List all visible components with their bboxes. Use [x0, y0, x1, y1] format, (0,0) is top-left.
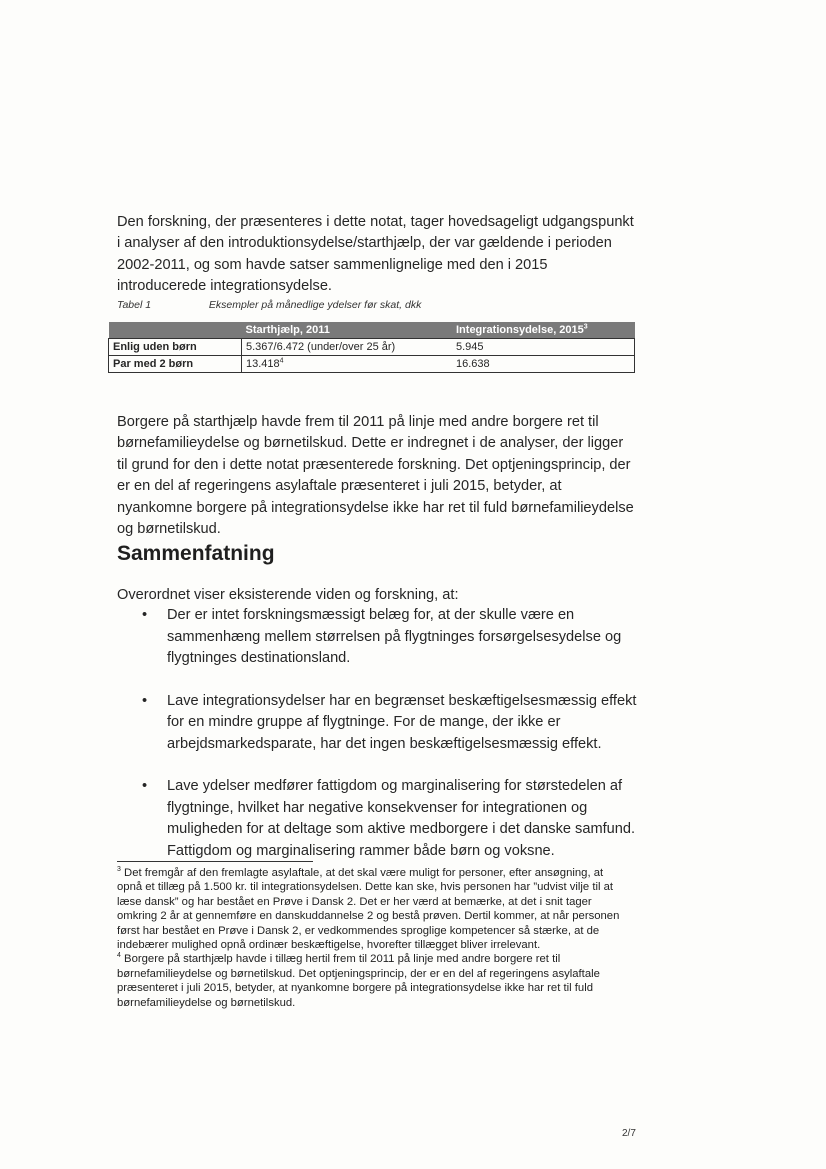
table-row — [109, 339, 635, 356]
footnote: $^3$ Det fremgår af den fremlagte asylaftale, at det skal være muligt for personer, efter ansøgning, at opnå et tillæg på 1.500 kr. til integrationsydelsen. Dette kan ske, hvis personen har ”udvist vilje til at læse dansk” og har bestået en Prøve i Dansk 2. Det er her værd at bemærke, at det i snit tager omkring 2 år at gennemføre en danskuddannelse 2 og bestå prøven. Dertil kommer, at når personen først har bestået en Prøve i Dansk 2, er vedkommendes sproglige kompetencer så stærke, at de indebærer mulighed opnå ordinær beskæftigelse, hvorefter tillægget bliver irrelevant. — [117, 866, 620, 952]
table-header-row — [109, 322, 635, 339]
table-caption — [117, 299, 421, 311]
footnote: $^4$ Borgere på starthjælp havde i tillæg hertil frem til 2011 på linje med andre borgere ret til børnefamilieydelse og børnetilskud. Det optjeningsprincip, der er en del af regeringens asylaftale præsenteret i juli 2015, betyder, at nyankomne borgere på integrationsydelse ikke har ret til fuld børnefamilieydelse og børnetilskud. — [117, 952, 600, 1009]
footnote-divider — [117, 861, 313, 862]
bullet-icon: • — [142, 692, 148, 709]
list-item: • Der er intet forskningsmæssigt belæg for, at der skulle være en sammenhæng mellem størrelsen på flygtninges forsørgelsesydelse og flygtninges destinationsland. — [142, 607, 622, 666]
table-title: Eksempler på månedlige ydelser før skat, dkk — [208, 299, 422, 311]
footnote-number: 4 — [117, 952, 121, 960]
bullet-icon: • — [142, 607, 148, 623]
footnote-ref-4: 4 — [279, 357, 284, 365]
footnote-number: 3 — [117, 866, 121, 874]
table-header-empty — [109, 322, 242, 339]
row-label: Par med 2 børn — [109, 356, 242, 373]
table-row — [109, 356, 635, 373]
cell-starthjaelp: 13.418$^4$ — [242, 356, 453, 373]
intro-paragraph: Den forskning, der præsenteres i dette notat, tager hovedsageligt udgangspunkt i analyser af den introduktionsydelse/starthjælp, der var gældende i perioden 2002-2011, og som havde satser sammenlignelige med den i 2015 introducerede integrationsydelse. — [117, 213, 634, 295]
table-header-integration: Integrationsydelse, 2015$^3$ — [452, 322, 635, 339]
summary-list — [117, 605, 637, 883]
section-intro: Overordnet viser eksisterende viden og forskning, at: — [117, 586, 459, 603]
cell-integration: 16.638 — [452, 356, 635, 373]
page-number: 2/7 — [622, 1128, 636, 1139]
list-item: • Lave integrationsydelser har en begrænset beskæftigelsesmæssig effekt for en mindre gruppe af flygtninge. For de mange, der ikke er arbejdsmarkedsparate, har det ingen beskæftigelsesmæssig effekt. — [142, 692, 637, 752]
bullet-icon: • — [142, 778, 148, 794]
footnote-ref-3: 3 — [583, 323, 588, 331]
table-header-starthjaelp: Starthjælp, 2011 — [242, 322, 453, 339]
section-heading: Sammenfatning — [117, 542, 275, 565]
row-label: Enlig uden børn — [109, 339, 242, 356]
benefits-table — [108, 322, 635, 373]
list-item: • Lave ydelser medfører fattigdom og marginalisering for størstedelen af flygtninge, hvilket har negative konsekvenser for integrationen og muligheden for at deltage som aktive medborgere i det danske samfund. Fattigdom og marginalisering rammer både børn og voksne. — [142, 778, 636, 859]
body-paragraph: Borgere på starthjælp havde frem til 2011 på linje med andre borgere ret til børnefamilieydelse og børnetilskud. Dette er indregnet i de analyser, der ligger til grund for den i dette notat præsenterede forskning. Det optjeningsprincip, der er en del af regeringens asylaftale præsenteret i juli 2015, betyder, at nyankomne borgere på integrationsydelse ikke har ret til fuld børnefamilieydelse og børnetilskud. — [117, 413, 634, 538]
table-label: Tabel 1 — [117, 299, 152, 311]
cell-integration: 5.945 — [452, 339, 635, 356]
footnotes — [117, 866, 629, 1010]
cell-starthjaelp: 5.367/6.472 (under/over 25 år) — [242, 339, 453, 356]
